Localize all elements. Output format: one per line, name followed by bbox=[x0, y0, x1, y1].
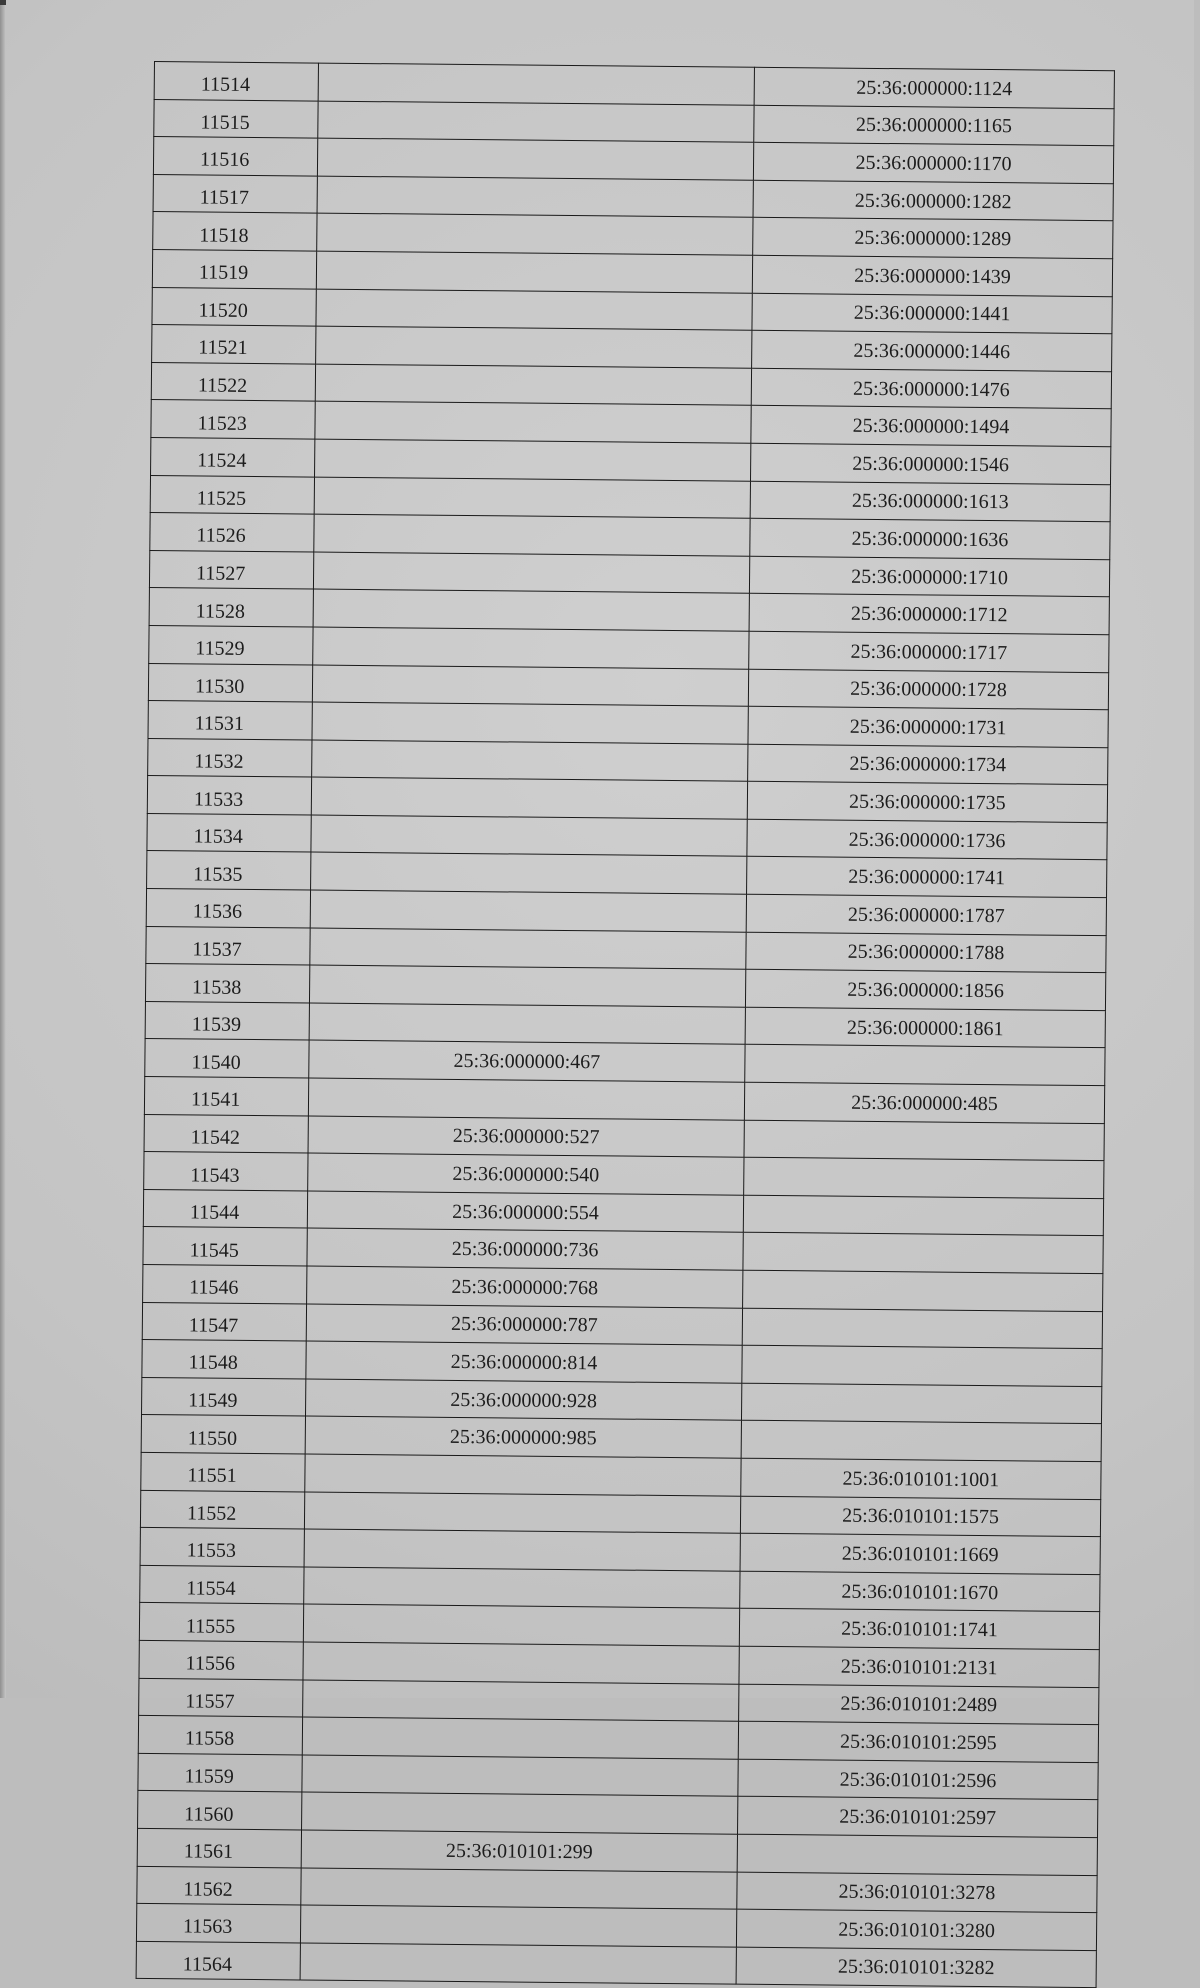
cadastral-number-cell-a: 25:36:000000:814 bbox=[306, 1341, 742, 1383]
cadastral-number-cell-b: 25:36:000000:1289 bbox=[753, 218, 1113, 259]
row-number-cell: 11548 bbox=[142, 1340, 306, 1379]
cadastral-number-cell-a bbox=[303, 1642, 739, 1684]
row-number-cell: 11526 bbox=[150, 513, 314, 552]
row-number-cell: 11552 bbox=[140, 1490, 304, 1529]
row-number-cell: 11533 bbox=[147, 776, 311, 815]
cadastral-number-cell-b: 25:36:010101:2595 bbox=[738, 1721, 1098, 1762]
row-number-cell: 11529 bbox=[149, 625, 313, 664]
cadastral-number-cell-a bbox=[303, 1680, 739, 1722]
row-number-cell: 11520 bbox=[152, 287, 316, 326]
cadastral-number-cell-b: 25:36:000000:1476 bbox=[751, 368, 1111, 409]
cadastral-number-cell-a bbox=[311, 853, 747, 895]
cadastral-number-cell-a bbox=[316, 251, 752, 293]
row-number-cell: 11522 bbox=[151, 362, 315, 401]
cadastral-number-cell-a bbox=[313, 552, 749, 594]
registry-table-wrapper bbox=[136, 61, 1114, 1988]
row-number-cell: 11543 bbox=[144, 1152, 308, 1191]
cadastral-number-cell-b: 25:36:000000:1165 bbox=[754, 105, 1114, 146]
row-number-cell: 11514 bbox=[154, 62, 318, 101]
cadastral-number-cell-b: 25:36:010101:1575 bbox=[740, 1496, 1100, 1537]
cadastral-number-cell-b: 25:36:000000:1124 bbox=[754, 67, 1114, 108]
cadastral-number-cell-a bbox=[317, 213, 753, 255]
table-row bbox=[136, 1941, 1096, 1988]
cadastral-number-cell-b: 25:36:000000:1446 bbox=[752, 330, 1112, 371]
row-number-cell: 11562 bbox=[137, 1866, 301, 1905]
cadastral-number-cell-a bbox=[313, 589, 749, 631]
cadastral-number-cell-b: 25:36:000000:485 bbox=[744, 1082, 1104, 1123]
row-number-cell: 11556 bbox=[139, 1640, 303, 1679]
cadastral-number-cell-b: 25:36:000000:1787 bbox=[746, 894, 1106, 935]
cadastral-number-cell-a bbox=[310, 890, 746, 932]
row-number-cell: 11558 bbox=[138, 1716, 302, 1755]
cadastral-number-cell-a bbox=[317, 176, 753, 218]
row-number-cell: 11546 bbox=[143, 1264, 307, 1303]
cadastral-number-cell-a bbox=[318, 63, 754, 105]
cadastral-number-cell-a: 25:36:000000:554 bbox=[307, 1191, 743, 1233]
cadastral-number-cell-a bbox=[300, 1905, 736, 1947]
row-number-cell: 11530 bbox=[148, 663, 312, 702]
cadastral-number-cell-a: 25:36:000000:928 bbox=[305, 1379, 741, 1421]
cadastral-number-cell-a: 25:36:000000:787 bbox=[306, 1304, 742, 1346]
cadastral-number-cell-b: 25:36:000000:1861 bbox=[745, 1007, 1105, 1048]
cadastral-number-cell-b: 25:36:010101:1670 bbox=[740, 1571, 1100, 1612]
cadastral-number-cell-a bbox=[302, 1792, 738, 1834]
cadastral-number-cell-b: 25:36:000000:1735 bbox=[747, 782, 1107, 823]
row-number-cell: 11523 bbox=[151, 400, 315, 439]
row-number-cell: 11544 bbox=[143, 1189, 307, 1228]
row-number-cell: 11532 bbox=[148, 738, 312, 777]
table-body bbox=[136, 62, 1114, 1988]
row-number-cell: 11515 bbox=[154, 99, 318, 138]
row-number-cell: 11559 bbox=[138, 1753, 302, 1792]
cadastral-number-cell-a bbox=[311, 815, 747, 857]
cadastral-number-cell-a: 25:36:000000:540 bbox=[308, 1153, 744, 1195]
cadastral-number-cell-a bbox=[300, 1943, 736, 1985]
cadastral-number-cell-b bbox=[743, 1233, 1103, 1274]
cadastral-number-cell-b: 25:36:000000:1636 bbox=[750, 518, 1110, 559]
cadastral-number-cell-b: 25:36:010101:1669 bbox=[740, 1533, 1100, 1574]
row-number-cell: 11550 bbox=[141, 1415, 305, 1454]
document-page bbox=[6, 0, 1194, 1980]
row-number-cell: 11531 bbox=[148, 701, 312, 740]
cadastral-number-cell-b bbox=[741, 1421, 1101, 1462]
cadastral-number-cell-b: 25:36:000000:1613 bbox=[750, 481, 1110, 522]
row-number-cell: 11560 bbox=[138, 1791, 302, 1830]
row-number-cell: 11545 bbox=[143, 1227, 307, 1266]
cadastral-number-cell-b: 25:36:000000:1439 bbox=[752, 255, 1112, 296]
row-number-cell: 11538 bbox=[145, 964, 309, 1003]
row-number-cell: 11524 bbox=[151, 437, 315, 476]
row-number-cell: 11542 bbox=[144, 1114, 308, 1153]
row-number-cell: 11525 bbox=[150, 475, 314, 514]
cadastral-number-cell-b: 25:36:010101:1741 bbox=[739, 1609, 1099, 1650]
cadastral-number-cell-b: 25:36:000000:1741 bbox=[747, 857, 1107, 898]
cadastral-number-cell-a bbox=[301, 1867, 737, 1909]
cadastral-number-cell-a bbox=[316, 326, 752, 368]
row-number-cell: 11535 bbox=[147, 851, 311, 890]
cadastral-number-cell-b: 25:36:010101:3278 bbox=[737, 1872, 1097, 1913]
cadastral-number-cell-a bbox=[315, 364, 751, 406]
cadastral-number-cell-b: 25:36:000000:1736 bbox=[747, 819, 1107, 860]
cadastral-number-cell-b bbox=[744, 1120, 1104, 1161]
cadastral-number-cell-b: 25:36:000000:1734 bbox=[748, 744, 1108, 785]
cadastral-number-cell-a bbox=[317, 138, 753, 180]
row-number-cell: 11536 bbox=[146, 889, 310, 928]
cadastral-number-cell-a: 25:36:000000:467 bbox=[309, 1040, 745, 1082]
cadastral-number-cell-a bbox=[316, 289, 752, 331]
cadastral-number-cell-b: 25:36:000000:1788 bbox=[746, 932, 1106, 973]
cadastral-number-cell-b: 25:36:010101:3282 bbox=[736, 1947, 1096, 1988]
cadastral-number-cell-b: 25:36:000000:1441 bbox=[752, 293, 1112, 334]
cadastral-number-cell-b: 25:36:010101:2596 bbox=[738, 1759, 1098, 1800]
cadastral-number-cell-b: 25:36:010101:2489 bbox=[739, 1684, 1099, 1725]
row-number-cell: 11527 bbox=[149, 550, 313, 589]
cadastral-number-cell-b bbox=[742, 1345, 1102, 1386]
cadastral-number-cell-b: 25:36:000000:1494 bbox=[751, 406, 1111, 447]
row-number-cell: 11555 bbox=[139, 1603, 303, 1642]
cadastral-number-cell-b: 25:36:000000:1856 bbox=[745, 969, 1105, 1010]
row-number-cell: 11554 bbox=[140, 1565, 304, 1604]
row-number-cell: 11521 bbox=[152, 325, 316, 364]
row-number-cell: 11563 bbox=[136, 1904, 300, 1943]
cadastral-number-cell-a bbox=[309, 1003, 745, 1045]
cadastral-number-cell-b: 25:36:000000:1731 bbox=[748, 706, 1108, 747]
cadastral-number-cell-b: 25:36:000000:1546 bbox=[750, 443, 1110, 484]
cadastral-registry-table bbox=[136, 61, 1115, 1988]
cadastral-number-cell-b: 25:36:010101:2131 bbox=[739, 1646, 1099, 1687]
cadastral-number-cell-a bbox=[303, 1604, 739, 1646]
row-number-cell: 11517 bbox=[153, 174, 317, 213]
row-number-cell: 11553 bbox=[140, 1528, 304, 1567]
cadastral-number-cell-a bbox=[310, 928, 746, 970]
row-number-cell: 11516 bbox=[153, 137, 317, 176]
cadastral-number-cell-b bbox=[741, 1383, 1101, 1424]
row-number-cell: 11540 bbox=[145, 1039, 309, 1078]
cadastral-number-cell-b bbox=[744, 1157, 1104, 1198]
cadastral-number-cell-a bbox=[315, 401, 751, 443]
cadastral-number-cell-a: 25:36:000000:736 bbox=[307, 1228, 743, 1270]
cadastral-number-cell-a: 25:36:000000:985 bbox=[305, 1416, 741, 1458]
row-number-cell: 11537 bbox=[146, 926, 310, 965]
cadastral-number-cell-b bbox=[737, 1834, 1097, 1875]
row-number-cell: 11564 bbox=[136, 1941, 300, 1980]
row-number-cell: 11551 bbox=[141, 1452, 305, 1491]
cadastral-number-cell-b bbox=[742, 1308, 1102, 1349]
cadastral-number-cell-a bbox=[314, 477, 750, 519]
cadastral-number-cell-b: 25:36:000000:1728 bbox=[748, 669, 1108, 710]
cadastral-number-cell-b: 25:36:010101:2597 bbox=[738, 1796, 1098, 1837]
cadastral-number-cell-a bbox=[312, 740, 748, 782]
cadastral-number-cell-a bbox=[304, 1567, 740, 1609]
cadastral-number-cell-a bbox=[315, 439, 751, 481]
cadastral-number-cell-b bbox=[743, 1195, 1103, 1236]
row-number-cell: 11519 bbox=[152, 249, 316, 288]
cadastral-number-cell-b: 25:36:010101:1001 bbox=[741, 1458, 1101, 1499]
cadastral-number-cell-b bbox=[743, 1270, 1103, 1311]
row-number-cell: 11549 bbox=[142, 1377, 306, 1416]
cadastral-number-cell-b bbox=[745, 1045, 1105, 1086]
cadastral-number-cell-b: 25:36:000000:1282 bbox=[753, 180, 1113, 221]
cadastral-number-cell-b: 25:36:000000:1717 bbox=[749, 631, 1109, 672]
cadastral-number-cell-a bbox=[311, 777, 747, 819]
cadastral-number-cell-b: 25:36:010101:3280 bbox=[736, 1909, 1096, 1950]
row-number-cell: 11528 bbox=[149, 588, 313, 627]
row-number-cell: 11534 bbox=[147, 813, 311, 852]
cadastral-number-cell-b: 25:36:000000:1170 bbox=[753, 142, 1113, 183]
cadastral-number-cell-a bbox=[314, 514, 750, 556]
cadastral-number-cell-a bbox=[312, 665, 748, 707]
cadastral-number-cell-a bbox=[309, 965, 745, 1007]
cadastral-number-cell-a bbox=[304, 1492, 740, 1534]
cadastral-number-cell-a bbox=[308, 1078, 744, 1120]
row-number-cell: 11541 bbox=[144, 1076, 308, 1115]
cadastral-number-cell-a bbox=[302, 1717, 738, 1759]
cadastral-number-cell-a bbox=[304, 1529, 740, 1571]
row-number-cell: 11518 bbox=[153, 212, 317, 251]
cadastral-number-cell-a: 25:36:000000:527 bbox=[308, 1116, 744, 1158]
cadastral-number-cell-a bbox=[318, 101, 754, 143]
cadastral-number-cell-a bbox=[305, 1454, 741, 1496]
row-number-cell: 11561 bbox=[137, 1828, 301, 1867]
cadastral-number-cell-a: 25:36:000000:768 bbox=[307, 1266, 743, 1308]
row-number-cell: 11539 bbox=[145, 1001, 309, 1040]
cadastral-number-cell-a bbox=[302, 1755, 738, 1797]
cadastral-number-cell-a bbox=[312, 702, 748, 744]
cadastral-number-cell-b: 25:36:000000:1712 bbox=[749, 594, 1109, 635]
row-number-cell: 11557 bbox=[139, 1678, 303, 1717]
cadastral-number-cell-a: 25:36:010101:299 bbox=[301, 1830, 737, 1872]
row-number-cell: 11547 bbox=[142, 1302, 306, 1341]
cadastral-number-cell-a bbox=[313, 627, 749, 669]
cadastral-number-cell-b: 25:36:000000:1710 bbox=[749, 556, 1109, 597]
